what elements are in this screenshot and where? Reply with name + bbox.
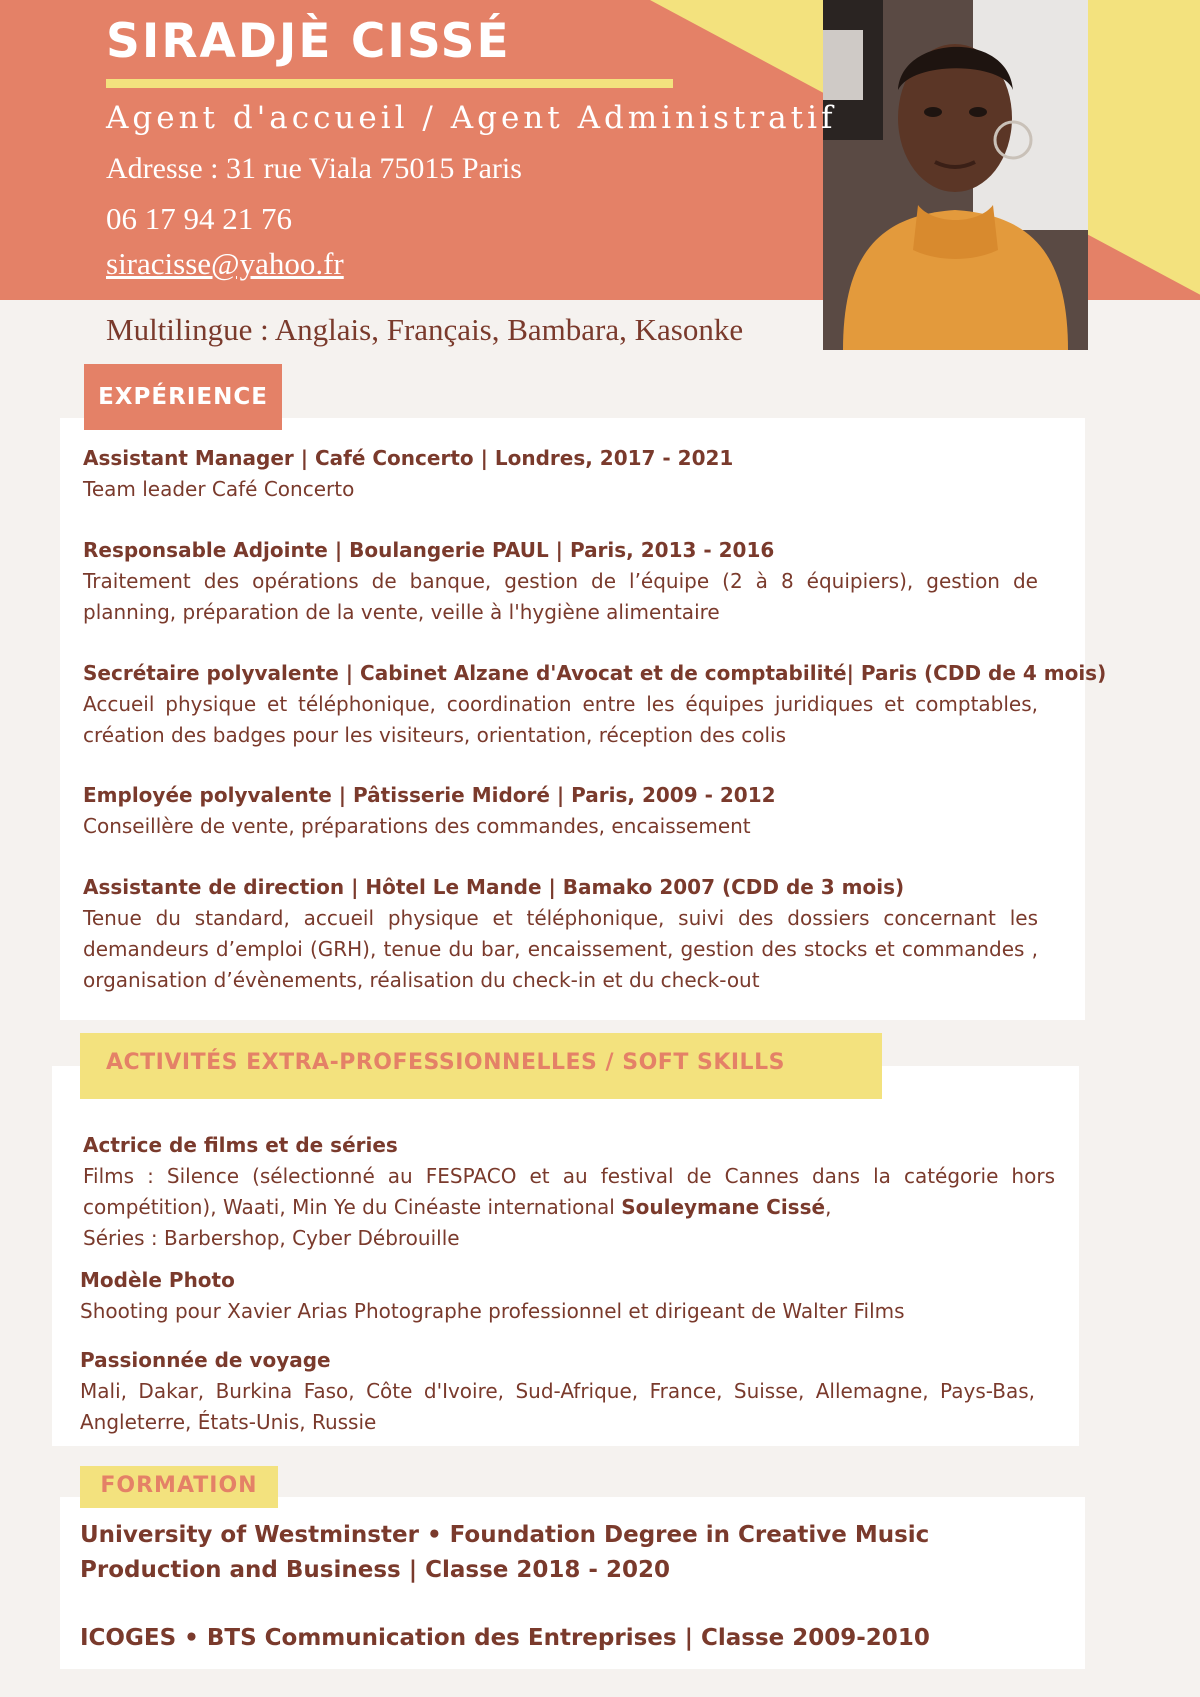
experience-item — [83, 443, 1038, 505]
formation-item: University of Westminster • Foundation Degree in Creative Music Production and Business | Classe 2018 - 2020 — [80, 1522, 930, 1583]
model-heading: Modèle Photo — [80, 1268, 235, 1292]
experience-description: Conseillère de vente, préparations des commandes, encaissement — [83, 814, 751, 838]
films-suffix: , — [825, 1195, 832, 1219]
job-title: Agent d'accueil / Agent Administratif — [106, 100, 837, 136]
travel-heading: Passionnée de voyage — [80, 1348, 331, 1372]
model-item — [80, 1265, 1052, 1327]
experience-heading: Assistant Manager | Café Concerto | Londres, 2017 - 2021 — [83, 446, 734, 470]
profile-photo — [823, 0, 1088, 350]
languages: Multilingue : Anglais, Français, Bambara, Kasonke — [106, 312, 744, 347]
experience-item — [83, 872, 1038, 996]
extra-activities-section-title: ACTIVITÉS EXTRA-PROFESSIONNELLES / SOFT SKILLS — [80, 1033, 882, 1099]
experience-description: Tenue du standard, accueil physique et téléphonique, suivi des dossiers concernant les demandeurs d’emploi (GRH), tenue du bar, encaissement, gestion des stocks et commandes , organisation d’évènements, réalisation du check-in et du check-out — [83, 906, 1038, 992]
email-link[interactable]: siracisse@yahoo.fr — [106, 246, 344, 281]
experience-section-title: EXPÉRIENCE — [84, 364, 282, 430]
travel-item — [80, 1345, 1035, 1438]
candidate-name: SIRADJÈ CISSÉ — [106, 14, 511, 69]
experience-item — [83, 658, 1107, 751]
travel-description: Mali, Dakar, Burkina Faso, Côte d'Ivoire, Sud-Afrique, France, Suisse, Allemagne, Pays-Bas, Angleterre, États-Unis, Russie — [80, 1379, 1035, 1434]
formation-item: ICOGES • BTS Communication des Entreprises | Classe 2009-2010 — [80, 1625, 930, 1651]
acting-item — [83, 1130, 1055, 1254]
address: Adresse : 31 rue Viala 75015 Paris — [106, 152, 522, 185]
acting-series: Séries : Barbershop, Cyber Débrouille — [83, 1226, 460, 1250]
experience-description: Team leader Café Concerto — [83, 477, 355, 501]
phone-number: 06 17 94 21 76 — [106, 201, 292, 236]
formation-section-title: FORMATION — [80, 1466, 278, 1508]
name-underline — [106, 79, 673, 88]
model-description: Shooting pour Xavier Arias Photographe professionnel et dirigeant de Walter Films — [80, 1299, 905, 1323]
experience-item — [83, 535, 1038, 628]
experience-item — [83, 780, 1038, 842]
films-text: Films : Silence (sélectionné au FESPACO et au festival de Cannes dans la catégorie hors compétition), Waati, Min Ye du Cinéaste international — [83, 1164, 1055, 1219]
experience-heading: Employée polyvalente | Pâtisserie Midoré | Paris, 2009 - 2012 — [83, 783, 776, 807]
director-name: Souleymane Cissé — [621, 1195, 826, 1219]
experience-description: Accueil physique et téléphonique, coordination entre les équipes juridiques et comptables, création des badges pour les visiteurs, orientation, réception des colis — [83, 692, 1038, 747]
experience-description: Traitement des opérations de banque, gestion de l’équipe (2 à 8 équipiers), gestion de planning, préparation de la vente, veille à l'hygiène alimentaire — [83, 569, 1038, 624]
acting-films — [83, 1161, 1055, 1223]
acting-heading: Actrice de films et de séries — [83, 1133, 398, 1157]
experience-heading: Assistante de direction | Hôtel Le Mande | Bamako 2007 (CDD de 3 mois) — [83, 875, 905, 899]
experience-heading: Secrétaire polyvalente | Cabinet Alzane d'Avocat et de comptabilité| Paris (CDD de 4 mois) — [83, 661, 1107, 685]
experience-heading: Responsable Adjointe | Boulangerie PAUL | Paris, 2013 - 2016 — [83, 538, 775, 562]
